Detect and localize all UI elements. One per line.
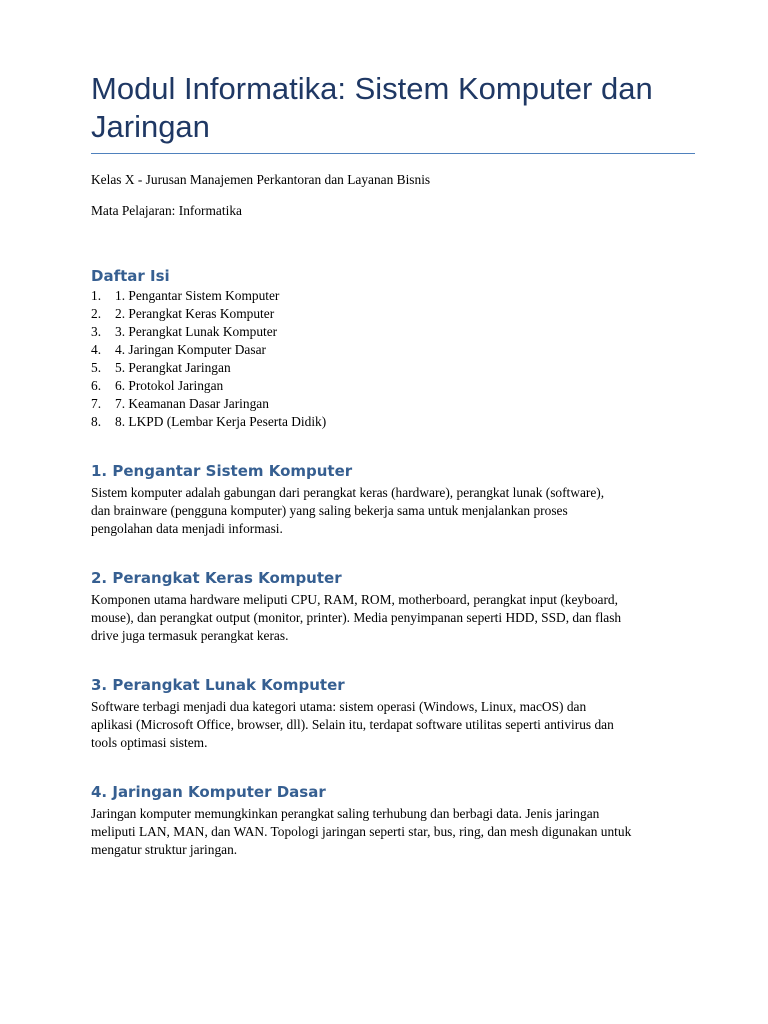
toc-item <box>91 341 695 359</box>
toc-item <box>91 413 695 431</box>
section-body <box>91 591 695 645</box>
section-line: dan brainware (pengguna komputer) yang saling bekerja sama untuk menjalankan proses <box>91 503 568 518</box>
section-line: Komponen utama hardware meliputi CPU, RAM, ROM, motherboard, perangkat input (keyboard, <box>91 592 618 607</box>
section-perangkat-lunak-komputer <box>91 675 695 752</box>
toc-item <box>91 359 695 377</box>
section-body <box>91 698 695 752</box>
toc-item-label: 6. Protokol Jaringan <box>115 378 224 393</box>
section-line: Sistem komputer adalah gabungan dari perangkat keras (hardware), perangkat lunak (software), <box>91 485 605 500</box>
document-page <box>91 0 695 859</box>
toc-item-label: 4. Jaringan Komputer Dasar <box>115 342 266 357</box>
section-perangkat-keras-komputer <box>91 568 695 645</box>
section-line: drive juga termasuk perangkat keras. <box>91 628 289 643</box>
toc-item-number: 4. <box>91 342 102 357</box>
class-line: Kelas X - Jurusan Manajemen Perkantoran dan Layanan Bisnis <box>91 172 431 187</box>
toc-item-label: 2. Perangkat Keras Komputer <box>115 306 275 321</box>
toc-heading: Daftar Isi <box>91 267 170 285</box>
toc-item-number: 8. <box>91 414 102 429</box>
toc-item-label: 1. Pengantar Sistem Komputer <box>115 288 280 303</box>
toc-item-label: 7. Keamanan Dasar Jaringan <box>115 396 269 411</box>
toc-item-number: 6. <box>91 378 102 393</box>
toc-item-number: 3. <box>91 324 102 339</box>
section-line: Jaringan komputer memungkinkan perangkat saling terhubung dan berbagi data. Jenis jaringan <box>91 806 600 821</box>
section-heading: 2. Perangkat Keras Komputer <box>91 569 342 587</box>
toc-item-number: 5. <box>91 360 102 375</box>
section-jaringan-komputer-dasar <box>91 782 695 859</box>
toc-item <box>91 305 695 323</box>
toc-item-number: 7. <box>91 396 102 411</box>
toc-item <box>91 395 695 413</box>
section-heading: 1. Pengantar Sistem Komputer <box>91 462 353 480</box>
toc-item-number: 1. <box>91 288 102 303</box>
section-body <box>91 484 695 538</box>
section-line: aplikasi (Microsoft Office, browser, dll). Selain itu, terdapat software utilitas seperti antivirus dan <box>91 717 614 732</box>
subject-line: Mata Pelajaran: Informatika <box>91 203 242 218</box>
section-pengantar-sistem-komputer <box>91 461 695 538</box>
section-line: tools optimasi sistem. <box>91 735 208 750</box>
section-line: pengolahan data menjadi informasi. <box>91 521 283 536</box>
document-title: Modul Informatika: Sistem Komputer dan Jaringan <box>91 71 653 144</box>
section-heading: 3. Perangkat Lunak Komputer <box>91 676 345 694</box>
title-underline <box>91 153 695 154</box>
toc-item-label: 8. LKPD (Lembar Kerja Peserta Didik) <box>115 414 327 429</box>
toc-item <box>91 377 695 395</box>
section-heading: 4. Jaringan Komputer Dasar <box>91 783 326 801</box>
section-line: meliputi LAN, MAN, dan WAN. Topologi jaringan seperti star, bus, ring, dan mesh digunakan untuk <box>91 824 632 839</box>
toc-list <box>91 287 695 431</box>
toc-item-number: 2. <box>91 306 102 321</box>
toc-item-label: 3. Perangkat Lunak Komputer <box>115 324 278 339</box>
section-body <box>91 805 695 859</box>
section-line: mouse), dan perangkat output (monitor, printer). Media penyimpanan seperti HDD, SSD, dan flash <box>91 610 622 625</box>
toc-item <box>91 323 695 341</box>
toc-item-label: 5. Perangkat Jaringan <box>115 360 231 375</box>
toc-item <box>91 287 695 305</box>
section-line: Software terbagi menjadi dua kategori utama: sistem operasi (Windows, Linux, macOS) dan <box>91 699 587 714</box>
section-line: mengatur struktur jaringan. <box>91 842 238 857</box>
